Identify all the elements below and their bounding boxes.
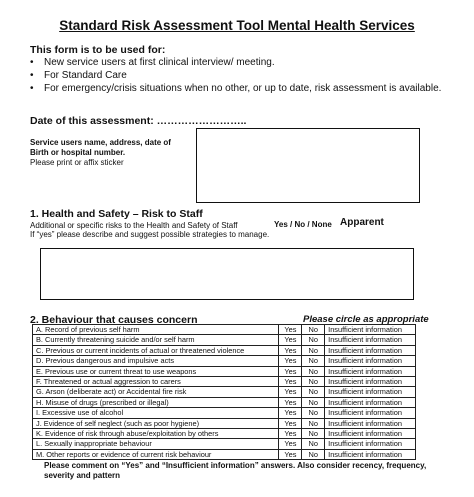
behaviour-item-cell: I. Excessive use of alcohol [33, 408, 279, 418]
footer-note [44, 461, 434, 481]
yes-option-cell[interactable]: Yes [279, 418, 302, 428]
table-row [33, 428, 416, 438]
intro-bullet-list [30, 57, 441, 95]
insufficient-option-cell[interactable]: Insufficient information [325, 397, 416, 407]
no-option-cell[interactable]: No [302, 325, 325, 335]
intro-bullet [30, 57, 441, 70]
insufficient-option-cell[interactable]: Insufficient information [325, 439, 416, 449]
yes-option-cell[interactable]: Yes [279, 449, 302, 459]
no-option-cell[interactable]: No [302, 376, 325, 386]
insufficient-option-cell[interactable]: Insufficient information [325, 345, 416, 355]
yes-option-cell[interactable]: Yes [279, 439, 302, 449]
no-option-cell[interactable]: No [302, 387, 325, 397]
behaviour-item-cell: K. Evidence of risk through abuse/exploitation by others [33, 428, 279, 438]
insufficient-option-cell[interactable]: Insufficient information [325, 356, 416, 366]
intro-bullet [30, 70, 441, 83]
section1-description: Additional or specific risks to the Health and Safety of Staff [30, 221, 238, 230]
no-option-cell[interactable]: No [302, 439, 325, 449]
insufficient-option-cell[interactable]: Insufficient information [325, 335, 416, 345]
insufficient-option-cell[interactable]: Insufficient information [325, 418, 416, 428]
form-title: Standard Risk Assessment Tool Mental Health Services [59, 18, 415, 33]
yes-option-cell[interactable]: Yes [279, 428, 302, 438]
intro-bullet [30, 83, 441, 96]
section1-instruction: If “yes” please describe and suggest possible strategies to manage. [30, 230, 270, 239]
no-option-cell[interactable]: No [302, 408, 325, 418]
table-row [33, 366, 416, 376]
yes-option-cell[interactable]: Yes [279, 345, 302, 355]
behaviour-table [32, 324, 416, 460]
service-user-label-line: Service users name, address, date of [30, 138, 171, 147]
intro-heading: This form is to be used for: [30, 44, 166, 56]
no-option-cell[interactable]: No [302, 335, 325, 345]
assessment-date-field[interactable]: Date of this assessment: …………………….. [30, 115, 247, 127]
behaviour-item-cell: F. Threatened or actual aggression to carers [33, 376, 279, 386]
yes-option-cell[interactable]: Yes [279, 356, 302, 366]
table-row [33, 397, 416, 407]
insufficient-option-cell[interactable]: Insufficient information [325, 449, 416, 459]
no-option-cell[interactable]: No [302, 356, 325, 366]
behaviour-item-cell: E. Previous use or current threat to use weapons [33, 366, 279, 376]
behaviour-item-cell: G. Arson (deliberate act) or Accidental fire risk [33, 387, 279, 397]
yes-option-cell[interactable]: Yes [279, 376, 302, 386]
no-option-cell[interactable]: No [302, 428, 325, 438]
insufficient-option-cell[interactable]: Insufficient information [325, 366, 416, 376]
behaviour-item-cell: B. Currently threatening suicide and/or self harm [33, 335, 279, 345]
intro-bullet-text: For emergency/crisis situations when no other, or up to date, risk assessment is available. [44, 82, 442, 94]
no-option-cell[interactable]: No [302, 418, 325, 428]
behaviour-item-cell: L. Sexually inappropriate behaviour [33, 439, 279, 449]
table-row [33, 439, 416, 449]
yes-option-cell[interactable]: Yes [279, 397, 302, 407]
no-option-cell[interactable]: No [302, 345, 325, 355]
section1-apparent-label: Apparent [340, 217, 384, 228]
service-user-details-box[interactable] [196, 128, 420, 203]
service-user-label-line: Birth or hospital number. [30, 148, 126, 157]
no-option-cell[interactable]: No [302, 366, 325, 376]
table-row [33, 376, 416, 386]
insufficient-option-cell[interactable]: Insufficient information [325, 325, 416, 335]
section1-description-box[interactable] [40, 248, 414, 300]
behaviour-item-cell: A. Record of previous self harm [33, 325, 279, 335]
service-user-instruction: Please print or affix sticker [30, 158, 124, 167]
yes-option-cell[interactable]: Yes [279, 325, 302, 335]
insufficient-option-cell[interactable]: Insufficient information [325, 408, 416, 418]
service-user-label [30, 138, 171, 158]
bullet-icon: • [30, 57, 34, 68]
table-row [33, 449, 416, 459]
table-row [33, 345, 416, 355]
yes-option-cell[interactable]: Yes [279, 335, 302, 345]
section2-circle-note: Please circle as appropriate [303, 314, 429, 325]
table-row [33, 387, 416, 397]
no-option-cell[interactable]: No [302, 397, 325, 407]
footer-line: Please comment on “Yes” and “Insufficient information” answers. Also consider recency, frequency, [44, 461, 427, 470]
section2-heading: 2. Behaviour that causes concern [30, 314, 198, 326]
bullet-icon: • [30, 82, 34, 94]
yes-option-cell[interactable]: Yes [279, 366, 302, 376]
table-row [33, 356, 416, 366]
behaviour-item-cell: C. Previous or current incidents of actual or threatened violence [33, 345, 279, 355]
section1-options[interactable]: Yes / No / None [274, 220, 332, 229]
table-row [33, 325, 416, 335]
intro-bullet-text: New service users at first clinical interview/ meeting. [44, 57, 275, 68]
table-row [33, 335, 416, 345]
insufficient-option-cell[interactable]: Insufficient information [325, 387, 416, 397]
insufficient-option-cell[interactable]: Insufficient information [325, 428, 416, 438]
intro-bullet-text: For Standard Care [44, 69, 127, 81]
behaviour-item-cell: M. Other reports or evidence of current risk behaviour [33, 449, 279, 459]
behaviour-item-cell: H. Misuse of drugs (prescribed or illegal) [33, 397, 279, 407]
insufficient-option-cell[interactable]: Insufficient information [325, 376, 416, 386]
section1-heading: 1. Health and Safety – Risk to Staff [30, 208, 203, 220]
table-row [33, 418, 416, 428]
yes-option-cell[interactable]: Yes [279, 387, 302, 397]
behaviour-item-cell: D. Previous dangerous and impulsive acts [33, 356, 279, 366]
yes-option-cell[interactable]: Yes [279, 408, 302, 418]
bullet-icon: • [30, 69, 34, 81]
no-option-cell[interactable]: No [302, 449, 325, 459]
footer-line: severity and pattern [44, 471, 121, 480]
table-row [33, 408, 416, 418]
behaviour-item-cell: J. Evidence of self neglect (such as poor hygiene) [33, 418, 279, 428]
